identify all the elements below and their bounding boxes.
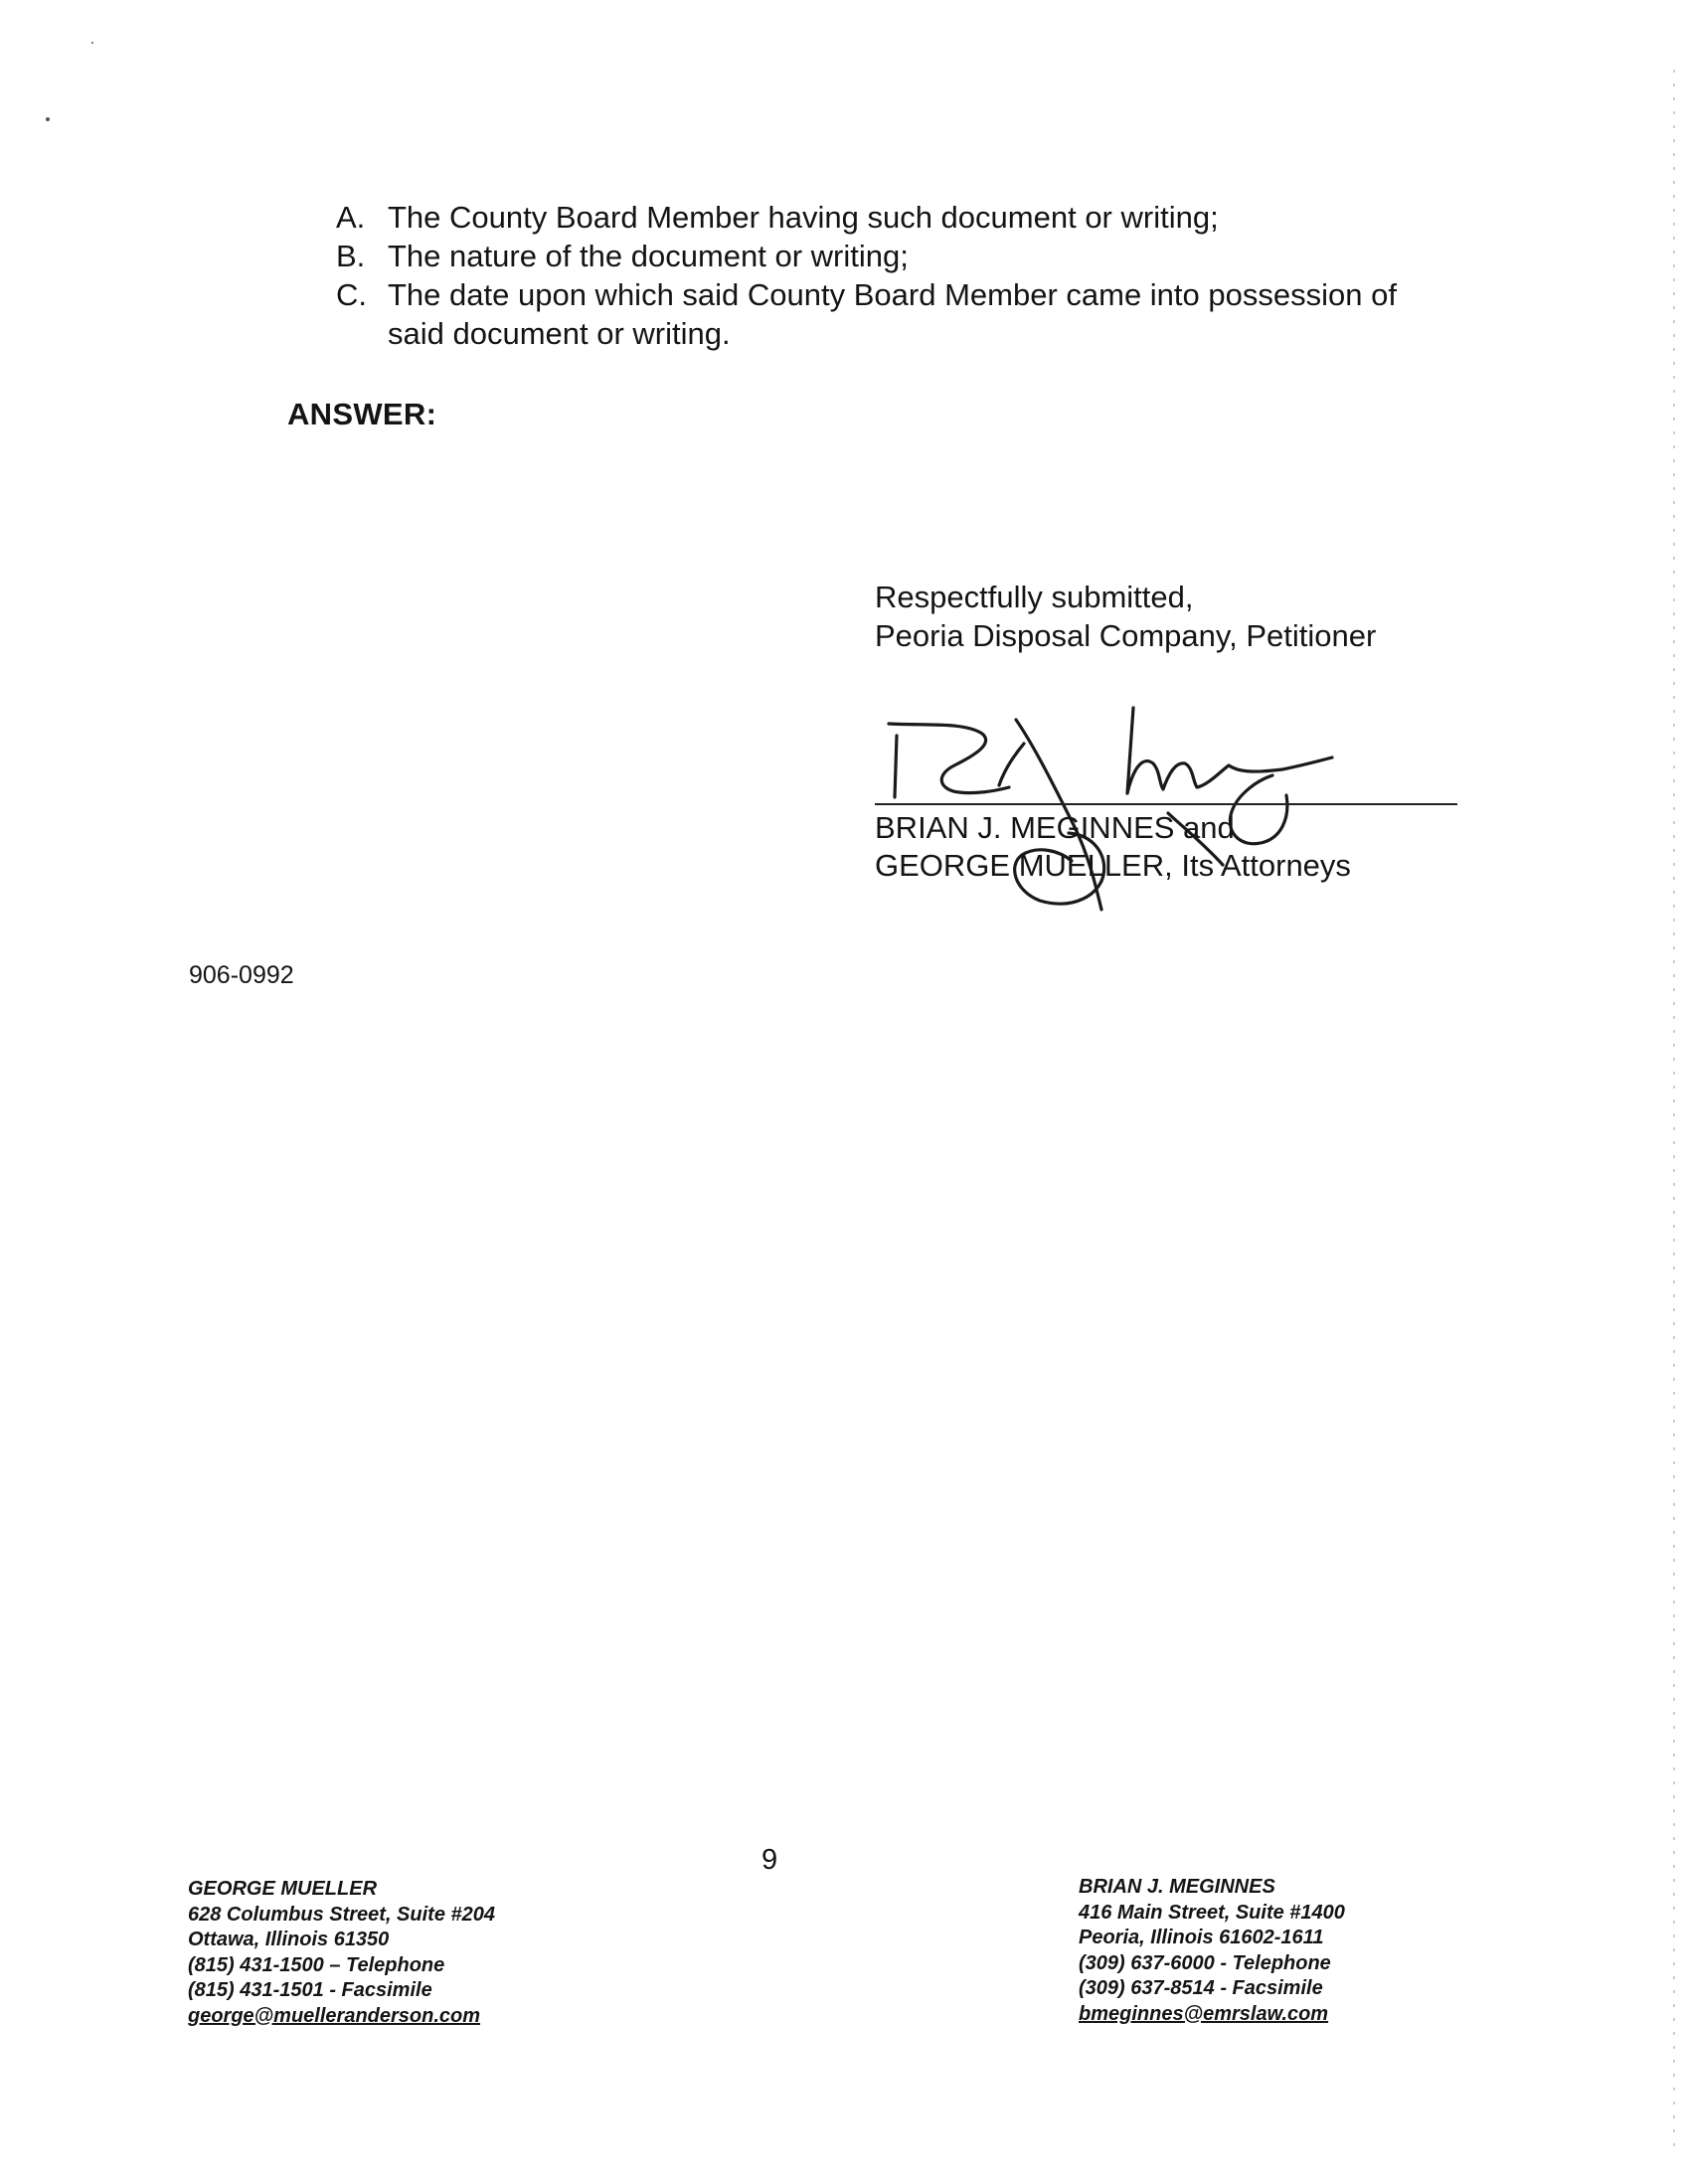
- list-item-text: The nature of the document or writing;: [388, 239, 909, 273]
- list-item-text: said document or writing.: [388, 316, 731, 351]
- scan-speck: [91, 42, 93, 44]
- attorney-title: GEORGE MUELLER, Its Attorneys: [875, 848, 1351, 883]
- address-name: BRIAN J. MEGINNES: [1079, 1876, 1275, 1898]
- address-city: Ottawa, Illinois 61350: [188, 1929, 390, 1950]
- address-city: Peoria, Illinois 61602-1611: [1079, 1927, 1324, 1948]
- address-block-left: [188, 1877, 495, 2029]
- closing-salutation: Respectfully submitted,: [875, 580, 1194, 614]
- enumerated-list: [336, 198, 1529, 353]
- attorneys-block: [875, 809, 1351, 885]
- address-street: 416 Main Street, Suite #1400: [1079, 1901, 1345, 1924]
- address-fax: (309) 637-8514 - Facsimile: [1079, 1977, 1323, 1999]
- address-fax: (815) 431-1501 - Facsimile: [188, 1979, 432, 2001]
- list-item-text: The County Board Member having such document or writing;: [388, 200, 1219, 235]
- list-item: [336, 198, 1529, 237]
- address-email-link[interactable]: bmeginnes@emrslaw.com: [1079, 2002, 1329, 2025]
- attorney-names: BRIAN J. MEGINNES and: [875, 810, 1235, 845]
- list-item-text: The date upon which said County Board Member came into possession of: [388, 277, 1397, 312]
- signature-line: [875, 803, 1457, 805]
- list-item: [336, 237, 1529, 275]
- address-street: 628 Columbus Street, Suite #204: [188, 1903, 496, 1926]
- list-item: [336, 275, 1529, 353]
- answer-label: ANSWER:: [287, 397, 437, 431]
- list-marker: A.: [336, 200, 366, 235]
- address-phone: (815) 431-1500 – Telephone: [188, 1953, 445, 1976]
- list-marker: B.: [336, 239, 366, 273]
- address-phone: (309) 637-6000 - Telephone: [1079, 1951, 1331, 1974]
- address-name: GEORGE MUELLER: [188, 1878, 378, 1900]
- petitioner-name: Peoria Disposal Company, Petitioner: [875, 618, 1377, 653]
- document-code: 906-0992: [189, 961, 294, 989]
- page-number: 9: [761, 1844, 778, 1876]
- address-email-link[interactable]: george@muelleranderson.com: [188, 2004, 481, 2027]
- scan-speck: [46, 117, 50, 121]
- address-block-right: [1079, 1875, 1345, 2027]
- list-marker: C.: [336, 277, 367, 312]
- scan-edge-artifact: [1673, 70, 1675, 2157]
- closing-block: [875, 578, 1376, 655]
